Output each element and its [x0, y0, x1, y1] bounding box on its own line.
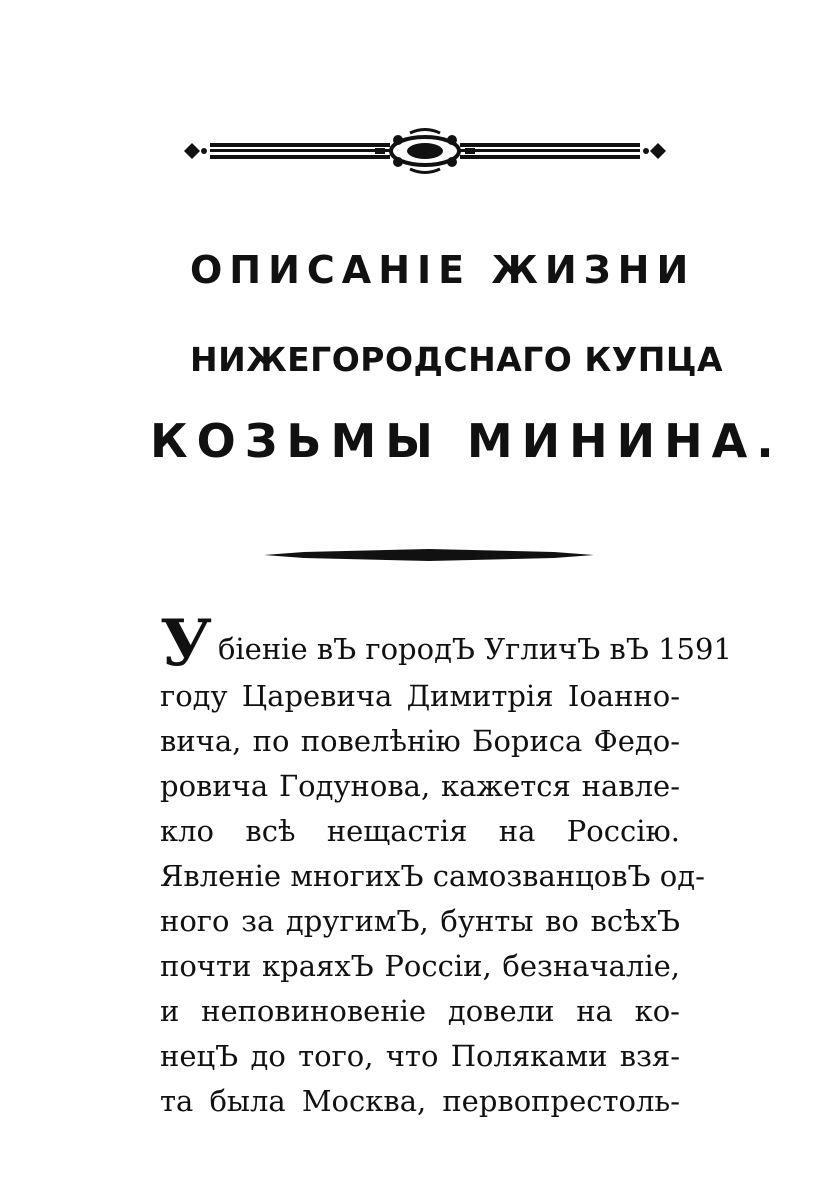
decorative-headpiece-icon: [180, 128, 670, 174]
body-line: ровича Годунова, кажется навле-: [160, 769, 680, 803]
drop-cap: У: [160, 606, 212, 681]
body-line: году Царевича Димитрія Іоанно-: [160, 679, 680, 713]
title-line-2: НИЖЕГОРОДСНАГО КУПЦА: [190, 340, 724, 379]
title-line-1: ОПИСАНІЕ ЖИЗНИ: [190, 248, 696, 292]
body-line: ного за другимЪ, бунты во всѣхЪ: [160, 904, 680, 938]
body-first-line: [160, 606, 732, 681]
body-line: и неповиновеніе довели на ко-: [160, 994, 680, 1028]
divider-rule-icon: [264, 546, 594, 564]
body-text: [160, 606, 732, 1124]
body-line: кло всѣ нещастія на Россію.: [160, 814, 680, 848]
body-line: нецЪ до того, что Поляками взя-: [160, 1039, 680, 1073]
body-line: вича, по повелѣнію Бориса Федо-: [160, 724, 680, 758]
body-first-line-text: біеніе вЪ городЪ УгличЪ вЪ 1591: [217, 632, 732, 666]
body-line: та была Москва, первопрестоль-: [160, 1084, 680, 1118]
body-line: почти краяхЪ Россіи, безначаліе,: [160, 949, 680, 983]
body-line: Явленіе многихЪ самозванцовЪ од-: [160, 859, 705, 893]
title-line-3: КОЗЬМЫ МИНИНА.: [150, 414, 783, 468]
